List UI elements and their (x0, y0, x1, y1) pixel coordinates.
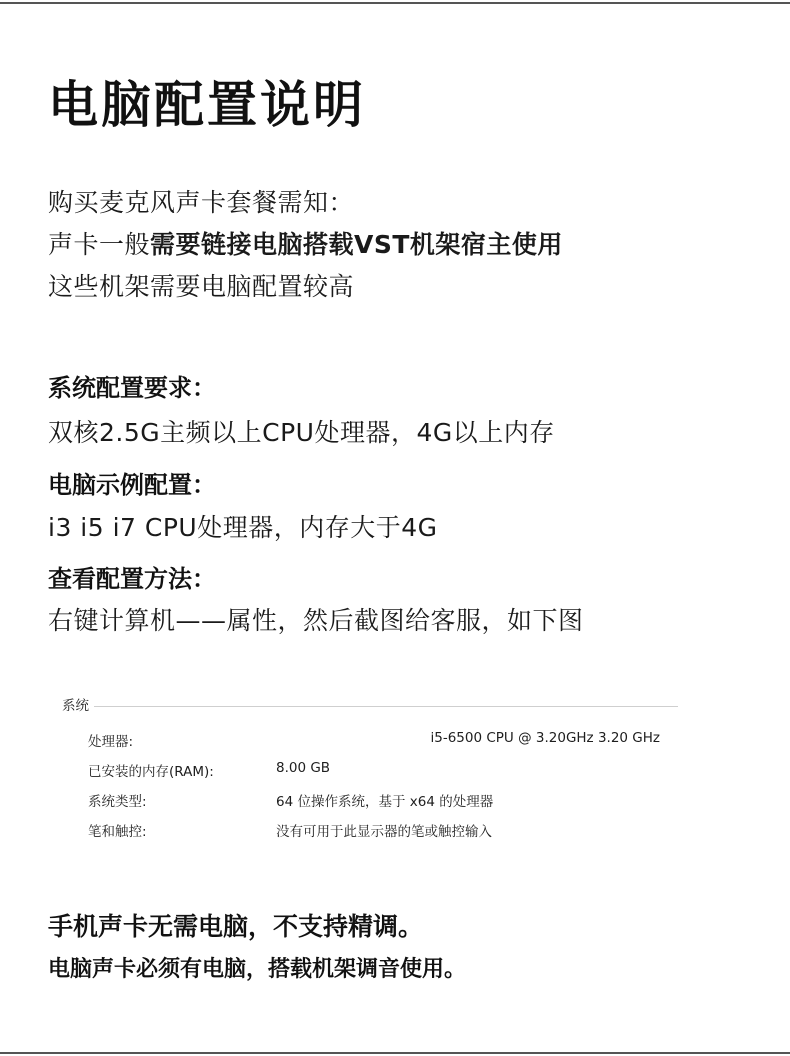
intro-line-2 (48, 228, 563, 262)
intro-line-3: 这些机架需要电脑配置较高 (48, 272, 355, 301)
system-row-processor (88, 730, 678, 750)
footer-note-computer: 电脑声卡必须有电脑，搭载机架调音使用。 (48, 957, 467, 982)
intro-line-2-prefix: 声卡一般 (48, 230, 151, 259)
page-title: 电脑配置说明 (48, 76, 366, 134)
memory-value: 8.00 GB (276, 760, 331, 776)
processor-label: 处理器: (88, 734, 134, 750)
memory-label: 已安装的内存(RAM): (88, 764, 214, 780)
system-row-memory (88, 760, 678, 780)
processor-value: i5-6500 CPU @ 3.20GHz 3.20 GHz (430, 730, 660, 746)
example-text: i3 i5 i7 CPU处理器，内存大于4G (48, 513, 438, 542)
pen-touch-value: 没有可用于此显示器的笔或触控输入 (276, 824, 492, 840)
system-properties-screenshot (62, 690, 678, 850)
requirements-text: 双核2.5G主频以上CPU处理器，4G以上内存 (48, 418, 555, 447)
top-divider (0, 2, 790, 4)
intro-line-2-emphasis: 需要链接电脑搭载VST机架宿主使用 (150, 230, 563, 259)
system-section-divider (94, 706, 678, 707)
system-type-label: 系统类型: (88, 794, 147, 810)
bottom-divider (0, 1052, 790, 1054)
check-method-text: 右键计算机——属性，然后截图给客服，如下图 (48, 606, 584, 635)
intro-line-1: 购买麦克风声卡套餐需知： (48, 188, 355, 217)
system-section-title: 系统 (62, 698, 89, 714)
system-row-type (88, 790, 678, 810)
system-row-pen-touch (88, 820, 678, 840)
system-type-value: 64 位操作系统，基于 x64 的处理器 (276, 794, 494, 810)
requirements-heading: 系统配置要求： (48, 374, 216, 402)
example-heading: 电脑示例配置： (48, 471, 216, 499)
pen-touch-label: 笔和触控: (88, 824, 147, 840)
check-method-heading: 查看配置方法： (48, 565, 216, 593)
footer-note-phone: 手机声卡无需电脑，不支持精调。 (48, 912, 424, 941)
